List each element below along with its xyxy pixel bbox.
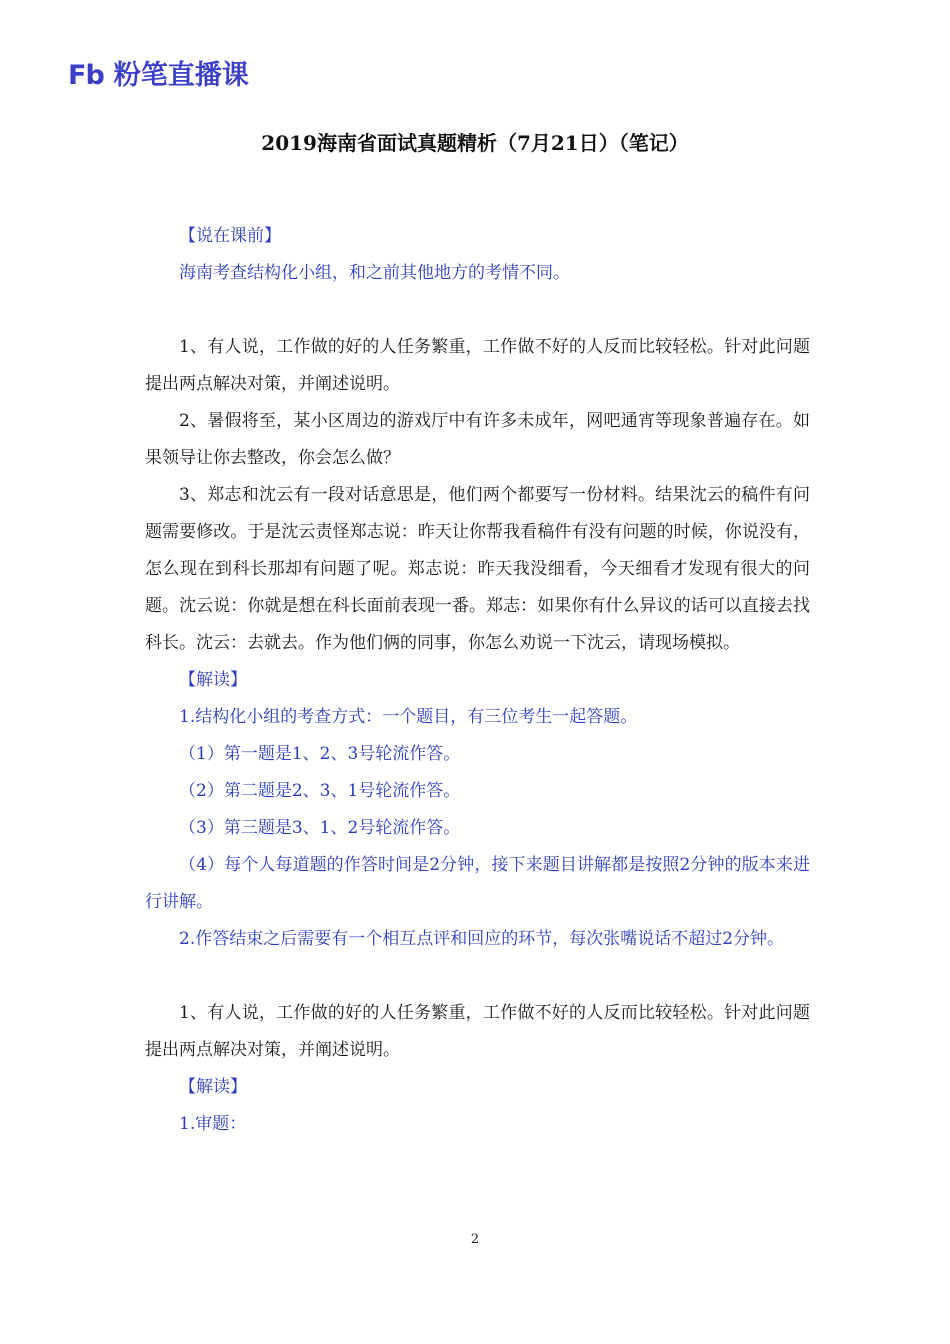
question-3: 3、郑志和沈云有一段对话意思是，他们两个都要写一份材料。结果沈云的稿件有问题需要修改。于是沈云责怪郑志说：昨天让你帮我看稿件有没有问题的时候，你说没有，怎么现在到科长那却有问题了呢。郑志说：昨天我没细看，今天细看才发现有很大的问题。沈云说：你就是想在科长面前表现一番。郑志：如果你有什么异议的话可以直接去找科长。沈云：去就去。作为他们俩的同事，你怎么劝说一下沈云，请现场模拟。	[145, 485, 810, 653]
analysis-item: （2）第二题是2、3、1号轮流作答。	[179, 781, 461, 801]
analysis-item: （1）第一题是1、2、3号轮流作答。	[179, 744, 461, 764]
spacer	[145, 292, 810, 329]
brand-name: 粉笔直播课	[113, 60, 249, 91]
brand-logo	[68, 62, 249, 89]
intro-text: 海南考查结构化小组，和之前其他地方的考情不同。	[179, 263, 570, 283]
analysis-item: 1.结构化小组的考查方式：一个题目，有三位考生一起答题。	[179, 707, 638, 727]
analysis-heading-2: 【解读】	[179, 1077, 247, 1097]
analysis-item: 2.作答结束之后需要有一个相互点评和回应的环节，每次张嘴说话不超过2分钟。	[179, 929, 785, 949]
analysis-heading: 【解读】	[179, 670, 247, 690]
page-number: 2	[470, 1232, 480, 1247]
analysis-item: （4）每个人每道题的作答时间是2分钟，接下来题目讲解都是按照2分钟的版本来进行讲解。	[145, 855, 810, 912]
question-1: 1、有人说，工作做的好的人任务繁重，工作做不好的人反而比较轻松。针对此问题提出两点解决对策，并阐述说明。	[145, 337, 810, 394]
intro-heading: 【说在课前】	[179, 226, 281, 246]
document-title: 2019海南省面试真题精析（7月21日）（笔记）	[261, 131, 689, 155]
question-2: 2、暑假将至，某小区周边的游戏厅中有许多未成年，网吧通宵等现象普遍存在。如果领导让你去整改，你会怎么做？	[145, 411, 810, 468]
spacer	[145, 958, 810, 995]
review-item: 1.审题：	[179, 1114, 247, 1134]
fenbi-logo-icon: Fb	[68, 60, 104, 91]
question-repeat: 1、有人说，工作做的好的人任务繁重，工作做不好的人反而比较轻松。针对此问题提出两点解决对策，并阐述说明。	[145, 1003, 810, 1060]
document-body	[145, 218, 810, 1143]
analysis-item: （3）第三题是3、1、2号轮流作答。	[179, 818, 461, 838]
